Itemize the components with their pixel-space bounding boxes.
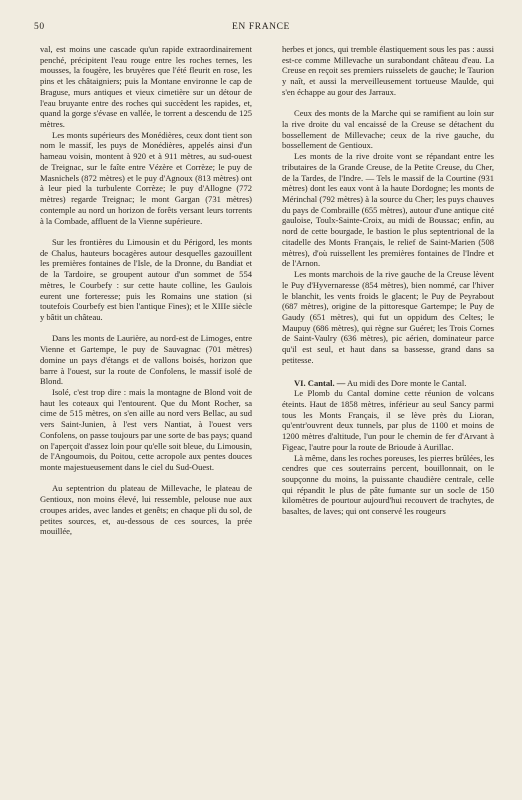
section-heading: VI. Cantal. — [294, 377, 346, 388]
right-column [282, 44, 494, 517]
left-column [40, 44, 252, 537]
section-lead: Au midi des Dore monte le Cantal. [345, 377, 467, 388]
page-number: 50 [34, 22, 45, 32]
running-header [34, 22, 488, 36]
paragraph: Ceux des monts de la Marche qui se ramifient au loin sur la rive droite du val encaissé de la Creuse se détachent du bossellement de Millevache; ceux de la rive gauche, du bossellement de Gentioux. [282, 108, 494, 151]
paragraph: Isolé, c'est trop dire : mais la montagne de Blond voit de haut les coteaux qui l'entourent. Que du Mont Rocher, sa cime de 515 mètres, on s'en aille au nord vers Bellac, au sud vers Saint-Junien, à l'est vers Nantiat, à l'ouest vers Confolens, on passe toujours par une sorte de bas pays; quand on l'aperçoit d'assez loin pour qu'elle soit bleue, du Limousin, de l'Angoumois, du Poitou, cette acropole aux pentes douces monte majestueusement dans le ciel du Sud-Ouest. [40, 386, 252, 472]
paragraph: Là même, dans les roches poreuses, les pierres brûlées, les cendres que ces souterrains percent, bouillonnait, on le soupçonne du moins, la puissante chaudière centrale, celle qui répandit le plus de pâte fumante sur un socle de 150 kilomètres de pourtour aujourd'hui recouvert de trachytes, de basaltes, de laves; qui ont conservé les rougeurs [282, 452, 494, 517]
paragraph: herbes et joncs, qui tremble élastiquement sous les pas : aussi est-ce comme Millevache un surabondant château d'eau. La Creuse en reçoit ses premiers ruisselets de gauche; le Taurion y naît, et aussi la merveilleusement tortueuse Maulde, qui s'en échappe au gour des Jarraux. [282, 44, 494, 97]
paragraph: Les monts supérieurs des Monédières, ceux dont tient son nom le massif, les puys de Monédières, appelés ainsi d'un hameau voisin, montent à 920 et à 911 mètres, au sud-ouest de Treignac, sur le faîte entre Vézère et Corrèze; le puy de Masnichels (872 mètres) et le puy d'Agnoux (813 mètres) ont à leur pied la turbulente Corrèze; le puy d'Allogne (772 mètres) regarde Treignac; le mont Gargan (731 mètres) contemple au nord un horizon de forêts versant leurs torrents à la Combade, affluent de la Vienne supérieure. [40, 129, 252, 226]
paragraph: Les monts marchois de la rive gauche de la Creuse lèvent le Puy d'Hyvernaresse (854 mètres), bien nommé, car l'hiver le blanchit, les vents froids le glacent; le Puy de Peyrabout (687 mètres), origine de la pittoresque Gartempe; le Puy de Gaudy (651 mètres), qui fut un oppidum des Celtes; le Maupuy (686 mètres), qui règne sur Guéret; les Trois Cornes de Saint-Vaulry (636 mètres), pic aérien, dominateur parce qu'il est seul, et haut dans sa bassesse, grand dans sa petitesse. [282, 269, 494, 365]
running-title: EN FRANCE [232, 22, 290, 32]
paragraph: Sur les frontières du Limousin et du Périgord, les monts de Chalus, hauteurs bocagères autour desquelles gazouillent les premières fontaines de l'Isle, de la Dronne, du Bandiat et de la Tardoire, se groupent autour d'un sommet de 554 mètres, le Courbefy : sur cette haute colline, les Gaulois eurent une forteresse; puis les Romains une station (si toutefois Courbefy est bien l'antique Fines); et le XIIIe siècle y bâtit un château. [40, 236, 252, 322]
paragraph: Les monts de la rive droite vont se répandant entre les tributaires de la Grande Creuse, de la Petite Creuse, du Cher, de la Tardes, de l'Indre. — Tels le massif de la Courtine (931 mètres) dont les eaux vont à la haute Dordogne; les monts de Mérinchal (792 mètres) à la source du Cher; les puys chauves du pays de Combraille (655 mètres), autour d'une antique cité gauloise, Toulx-Sainte-Croix, au midi de Boussac; enfin, au nord de cette bourgade, le bastion le plus septentrional de la citadelle des Monts Français, le relief de Saint-Marien (508 mètres), d'où ruissellent les premières fontaines de l'Indre et de l'Arnon. [282, 151, 494, 269]
paragraph: val, est moins une cascade qu'un rapide extraordinairement penché, précipitent l'eau rouge entre les roches ternes, les mousses, la fougère, les bruyères que l'été fleurit en rose, les pins et les châtaigniers; puis la Montane environne le cap de Braguse, murs antiques et vieux cimetière sur un détour de l'eau bruyante entre des roches qui succèdent les rapides, et, quand la gorge s'évase en vallée, le torrent a descendu de 125 mètres. [40, 44, 252, 130]
section-paragraph [282, 378, 494, 389]
paragraph: Le Plomb du Cantal domine cette réunion de volcans éteints. Haut de 1858 mètres, inférieur au seul Sancy parmi tous les Monts Français, il se lève près du Lioran, qu'entr'ouvrent deux tunnels, par plus de 1100 et moins de 1200 mètres d'altitude, l'un pour le chemin de fer d'Arvant à Figeac, l'autre pour la route de Brioude à Aurillac. [282, 388, 494, 452]
paragraph: Au septentrion du plateau de Millevache, le plateau de Gentioux, non moins élevé, lui ressemble, pelouse nue aux croupes arides, avec landes et genêts; en chaque pli du sol, de petites sources, et, au-dessous de ces sources, la prée mouillée, [40, 483, 252, 537]
paragraph: Dans les monts de Laurière, au nord-est de Limoges, entre Vienne et Gartempe, le puy de Sauvagnac (701 mètres) domine un pays d'étangs et de vallons boisés, horizon que barre à l'ouest, sur la route de Confolens, le massif isolé de Blond. [40, 333, 252, 387]
